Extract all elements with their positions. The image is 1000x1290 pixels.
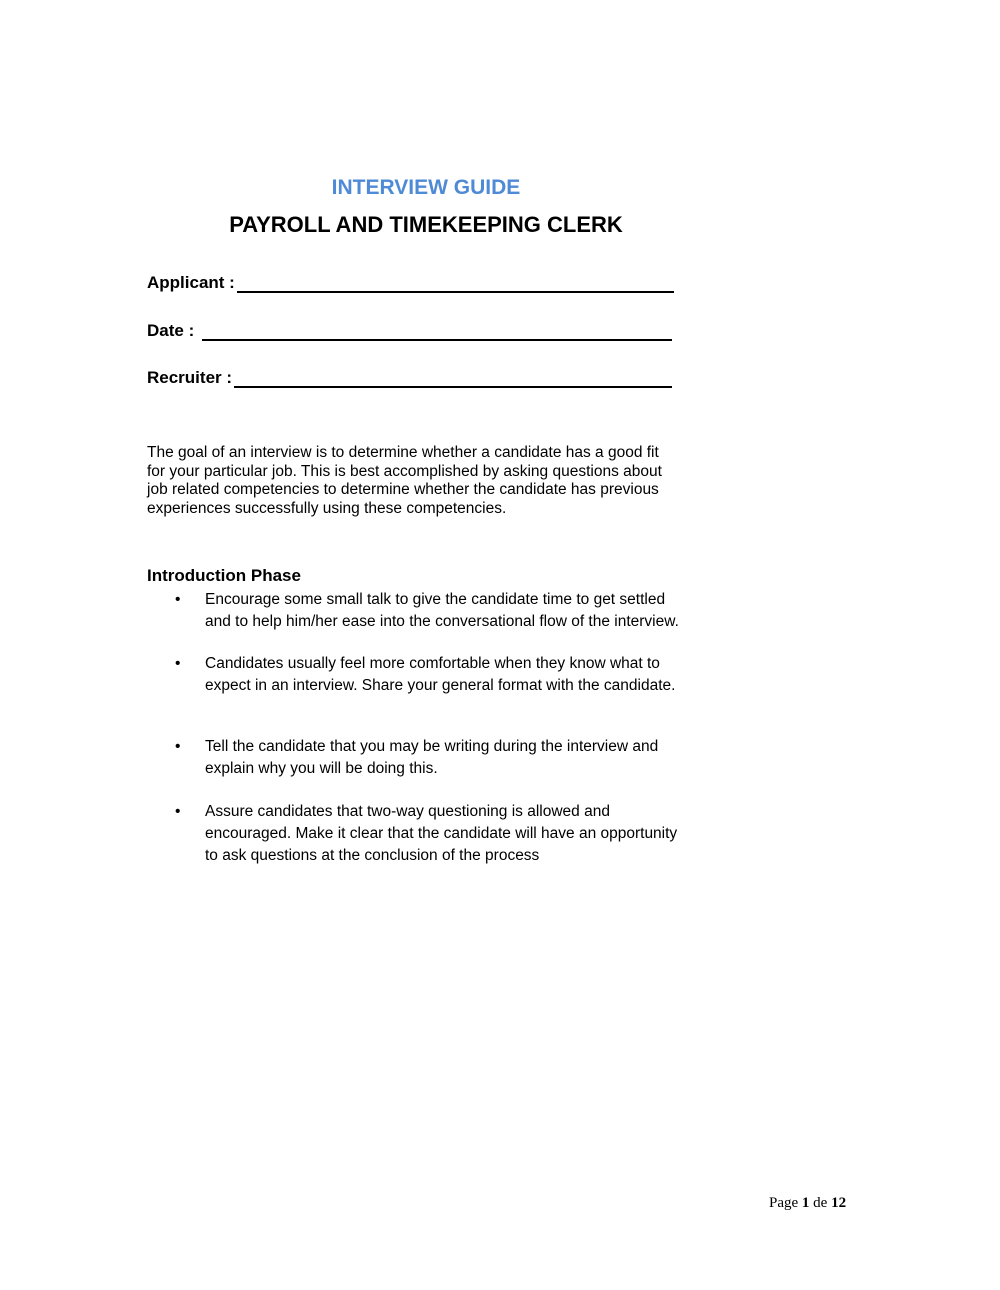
bullet-line: and to help him/her ease into the conversational flow of the interview. [205,613,679,630]
bullet-line: Assure candidates that two-way questioning is allowed and [205,803,610,820]
total-pages: 12 [831,1195,847,1211]
intro-line: for your particular job. This is best accomplished by asking questions about [147,462,662,480]
bullet-icon: • [175,591,181,608]
bullet-icon: • [175,738,181,755]
document-subtitle: PAYROLL AND TIMEKEEPING CLERK [229,212,623,237]
bullet-line: explain why you will be doing this. [205,760,438,777]
current-page: 1 [801,1195,810,1211]
recruiter-field[interactable] [147,368,672,388]
intro-line: job related competencies to determine whether the candidate has previous [147,481,659,498]
date-field[interactable] [147,321,672,341]
intro-paragraph [147,444,717,518]
intro-line: experiences successfully using these competencies. [147,499,507,517]
applicant-label: Applicant : [147,273,235,292]
bullet-line: encouraged. Make it clear that the candidate will have an opportunity [205,825,678,842]
recruiter-input-line[interactable] [234,370,672,388]
bullet-item [175,589,735,633]
of-word: de [813,1195,828,1211]
recruiter-label: Recruiter : [147,368,233,387]
page-number [769,1195,846,1212]
bullet-line: Tell the candidate that you may be writing during the interview and [205,738,659,755]
date-label: Date : [147,321,195,340]
bullet-icon: • [175,803,181,820]
page-word: Page [769,1195,799,1211]
intro-line: The goal of an interview is to determine whether a candidate has a good fit [147,444,659,461]
bullet-icon: • [175,655,181,672]
bullet-line: Encourage some small talk to give the candidate time to get settled [205,591,666,608]
bullet-line: to ask questions at the conclusion of the process [205,847,540,864]
section-heading: Introduction Phase [147,566,301,585]
bullet-item [175,801,735,867]
bullet-item [175,736,735,780]
bullet-line: expect in an interview. Share your general format with the candidate. [205,677,676,694]
date-input-line[interactable] [202,323,672,341]
bullet-line: Candidates usually feel more comfortable when they know what to [205,655,660,672]
document-title: INTERVIEW GUIDE [331,176,521,199]
applicant-input-line[interactable] [237,275,674,293]
bullet-item [175,653,735,697]
applicant-field[interactable] [147,273,674,293]
